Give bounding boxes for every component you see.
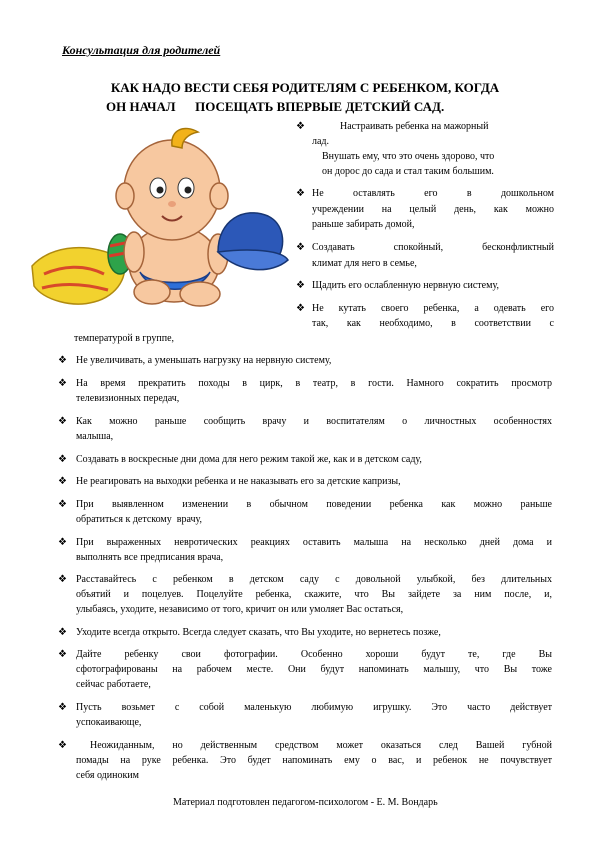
document-title bbox=[40, 78, 560, 116]
list-item-1-line-1: Настраивать ребенка на мажорный bbox=[340, 121, 489, 132]
list-item-1-line-4: он дорос до сада и стал таким большим. bbox=[322, 166, 494, 177]
list-item-2-line-2: учреждении на целый день, как можно bbox=[312, 204, 554, 215]
title-line-2: ОН НАЧАЛ ПОСЕЩАТЬ ВПЕРВЫЕ ДЕТСКИЙ САД. bbox=[106, 99, 445, 114]
list-item-17-line-1: Неожиданным, но действенным средством может оказаться след Вашей губной bbox=[90, 740, 552, 751]
list-item-15-line-3: сейчас работаете, bbox=[76, 679, 151, 690]
title-line-1: КАК НАДО ВЕСТИ СЕБЯ РОДИТЕЛЯМ С РЕБЕНКОМ, КОГДА bbox=[110, 80, 500, 95]
list-item-10-line-1: Не реагировать на выходки ребенка и не наказывать его за детские капризы, bbox=[76, 476, 401, 487]
baby-illustration bbox=[22, 124, 292, 319]
list-item-17-line-2: помады на руке ребенка. Это будет напоминать ему о вас, и ребенок не почувствует bbox=[76, 755, 552, 766]
list-item-3-line-1: Создавать спокойный, бесконфликтный bbox=[312, 242, 554, 253]
bullet-icon: ❖ bbox=[296, 121, 305, 132]
list-item-3-line-2: климат для него в семье, bbox=[312, 258, 417, 269]
bullet-icon: ❖ bbox=[58, 574, 67, 585]
consultation-label: Консультация для родителей bbox=[62, 43, 221, 57]
bullet-icon: ❖ bbox=[58, 627, 67, 638]
bullet-icon: ❖ bbox=[58, 702, 67, 713]
list-item-13-line-1: Расставайтесь с ребенком в детском саду с довольной улыбкой, без длительных bbox=[76, 574, 552, 585]
list-item-5-line-2: так, как необходимо, в соответствии с bbox=[312, 318, 554, 329]
list-item-7-line-2: телевизионных передач, bbox=[76, 393, 180, 404]
list-item-2-line-1: Не оставлять его в дошкольном bbox=[312, 188, 554, 199]
bullet-icon: ❖ bbox=[58, 355, 67, 366]
list-item-8-line-1: Как можно раньше сообщить врачу и воспитателям о личностных особенностях bbox=[76, 416, 552, 427]
list-item-1-line-2: лад. bbox=[312, 136, 330, 147]
list-item-12-line-1: При выраженных невротических реакциях оставить малыша на несколько дней дома и bbox=[76, 537, 552, 548]
list-item-16-line-2: успокаивающе, bbox=[76, 717, 142, 728]
list-item-12-line-2: выполнять все предписания врача, bbox=[76, 552, 224, 563]
list-item-4-line-1: Щадить его ослабленную нервную систему, bbox=[312, 280, 499, 291]
list-item-1-line-3: Внушать ему, что это очень здорово, что bbox=[322, 151, 495, 162]
list-item-2-line-3: раньше забирать домой, bbox=[312, 219, 415, 230]
bullet-icon: ❖ bbox=[296, 242, 305, 253]
bullet-icon: ❖ bbox=[58, 740, 67, 751]
list-item-6-line-1: Не увеличивать, а уменьшать нагрузку на нервную систему, bbox=[76, 355, 332, 366]
author-credit: Материал подготовлен педагогом-психологом - Е. М. Вондарь bbox=[173, 797, 438, 808]
list-item-17-line-3: себя одиноким bbox=[76, 770, 139, 781]
list-item-5-line-3: температурой в группе, bbox=[74, 333, 175, 344]
bullet-icon: ❖ bbox=[58, 499, 67, 510]
bullet-icon: ❖ bbox=[296, 280, 305, 291]
list-item-11-line-1: При выявленном изменении в обычном поведении ребенка как можно раньше bbox=[76, 499, 552, 510]
bullet-icon: ❖ bbox=[296, 188, 305, 199]
list-item-5-line-1: Не кутать своего ребенка, а одевать его bbox=[312, 303, 554, 314]
bullet-icon: ❖ bbox=[58, 476, 67, 487]
bullet-icon: ❖ bbox=[296, 303, 305, 314]
bullet-icon: ❖ bbox=[58, 454, 67, 465]
bullet-icon: ❖ bbox=[58, 416, 67, 427]
list-item-11-line-2: обратиться к детскому врачу, bbox=[76, 514, 203, 525]
list-item-16-line-1: Пусть возьмет с собой маленькую любимую игрушку. Это часто действует bbox=[76, 702, 552, 713]
bullet-icon: ❖ bbox=[58, 537, 67, 548]
bullet-icon: ❖ bbox=[58, 378, 67, 389]
bullet-icon: ❖ bbox=[58, 649, 67, 660]
list-item-15-line-2: сфотографированы на рабочем месте. Они будут напоминать малышу, что Вы тоже bbox=[76, 664, 552, 675]
list-item-7-line-1: На время прекратить походы в цирк, в театр, в гости. Намного сократить просмотр bbox=[76, 378, 552, 389]
list-item-13-line-3: улыбаясь, уходите, независимо от того, кричит он или умоляет Вас остаться, bbox=[76, 604, 404, 615]
list-item-8-line-2: малыша, bbox=[76, 431, 114, 442]
list-item-15-line-1: Дайте ребенку свои фотографии. Особенно хороши будут те, где Вы bbox=[76, 649, 552, 660]
list-item-13-line-2: объятий и поцелуев. Поцелуйте ребенка, скажите, что Вы зайдете за ним после, и, bbox=[76, 589, 552, 600]
list-item-14-line-1: Уходите всегда открыто. Всегда следует сказать, что Вы уходите, но вернетесь позже, bbox=[76, 627, 441, 638]
list-item-9-line-1: Создавать в воскресные дни дома для него режим такой же, как и в детском саду, bbox=[76, 454, 422, 465]
